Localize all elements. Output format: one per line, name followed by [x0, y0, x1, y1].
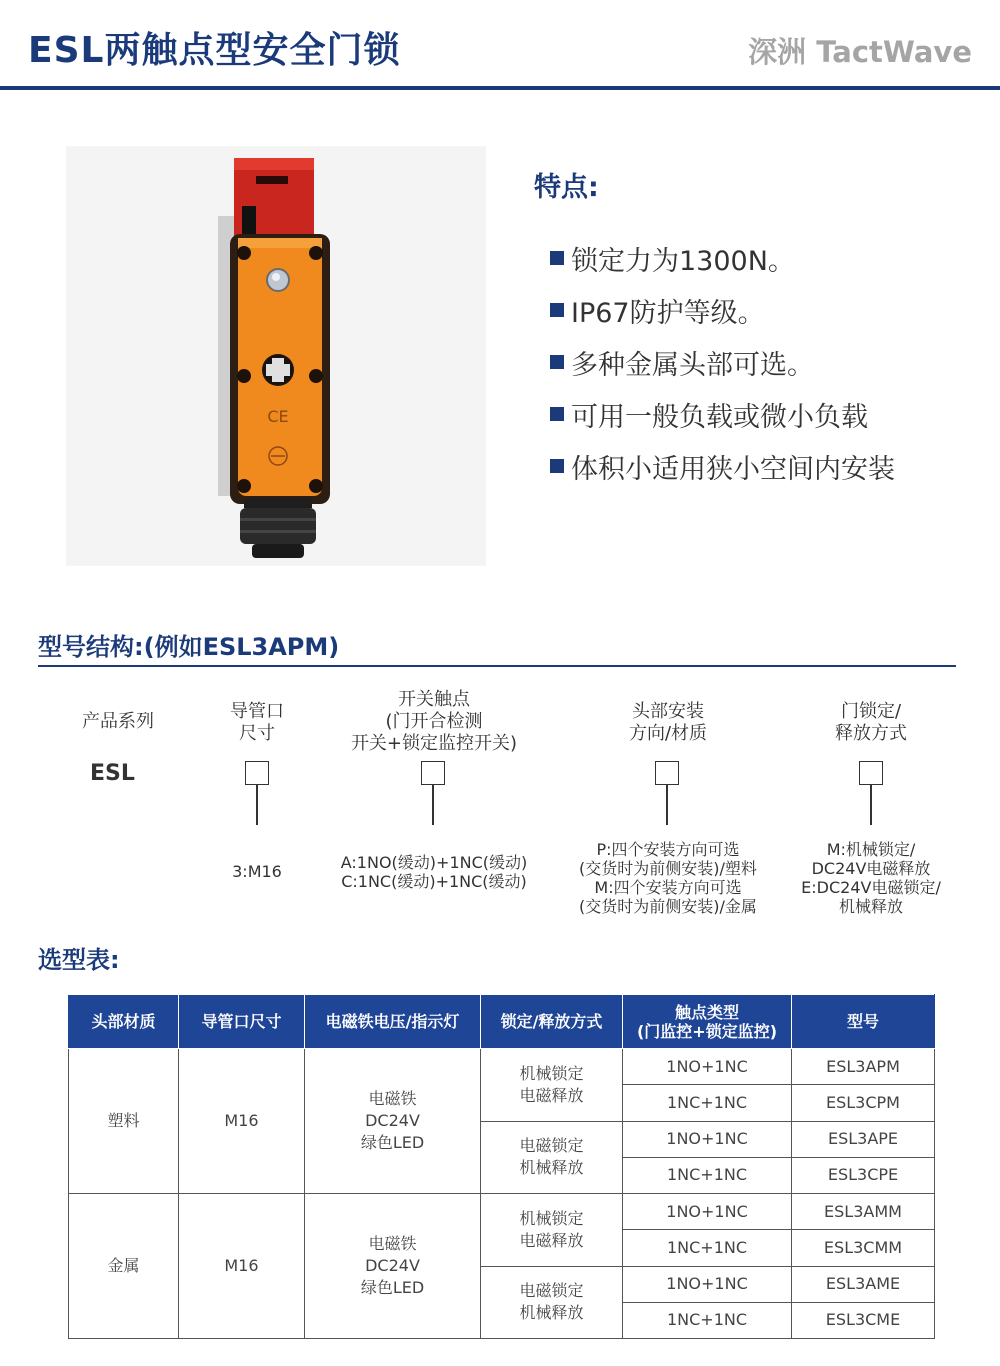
- square-bullet-icon: [550, 303, 564, 317]
- lock-release-options: [786, 840, 956, 916]
- cell-line: 电磁释放: [519, 1085, 584, 1105]
- contact-cell: 1NC+1NC: [623, 1085, 792, 1121]
- feature-item: [550, 232, 895, 284]
- model-cell: ESL3CPM: [792, 1085, 935, 1121]
- lock-mode-cell: [481, 1194, 623, 1267]
- features-list: [550, 232, 895, 492]
- cell-line: 机械释放: [519, 1158, 584, 1178]
- series-label: 产品系列: [82, 711, 154, 732]
- lock-mode-cell: [481, 1121, 623, 1194]
- conduit-size-options: [177, 862, 337, 881]
- contact-cell: 1NC+1NC: [623, 1157, 792, 1193]
- feature-item: [550, 284, 895, 336]
- page-title: ESL两触点型安全门锁: [28, 30, 401, 71]
- heading-line: 尺寸: [239, 723, 275, 744]
- material-cell: 金属: [69, 1194, 179, 1339]
- contact-cell: 1NO+1NC: [623, 1266, 792, 1302]
- contact-cell: 1NO+1NC: [623, 1194, 792, 1230]
- code-box: [655, 761, 679, 785]
- cell-line: 电磁铁: [368, 1234, 417, 1253]
- lock-mode-cell: [481, 1049, 623, 1122]
- model-cell: ESL3APM: [792, 1049, 935, 1085]
- safety-door-lock-illustration: [66, 146, 486, 566]
- model-cell: ESL3APE: [792, 1121, 935, 1157]
- heading-line: 释放方式: [835, 723, 907, 744]
- cell-line: 绿色LED: [360, 1133, 425, 1152]
- square-bullet-icon: [550, 355, 564, 369]
- contact-cell: 1NC+1NC: [623, 1302, 792, 1338]
- contact-cell: 1NO+1NC: [623, 1121, 792, 1157]
- cell-line: DC24V: [365, 1256, 420, 1275]
- cell-line: 电磁锁定: [519, 1136, 584, 1156]
- contact-cell: 1NO+1NC: [623, 1049, 792, 1085]
- model-cell: ESL3AMM: [792, 1194, 935, 1230]
- model-cell: ESL3CMM: [792, 1230, 935, 1266]
- option-line: (交货时为前侧安装)/塑料: [579, 859, 757, 878]
- connector-line: [432, 785, 434, 825]
- option-line: E:DC24V电磁锁定/: [801, 878, 941, 897]
- connector-line: [870, 785, 872, 825]
- model-cell: ESL3CME: [792, 1302, 935, 1338]
- cell-line: 机械释放: [519, 1303, 584, 1323]
- option-line: M:四个安装方向可选: [594, 878, 742, 897]
- option-line: 机械释放: [838, 897, 903, 916]
- heading-line: 开关+锁定监控开关): [350, 733, 518, 754]
- brand-name: 深洲 TactWave: [748, 35, 972, 69]
- lock-release-heading: [801, 701, 941, 745]
- series-code: ESL: [90, 761, 135, 786]
- cell-line: 机械锁定: [519, 1063, 584, 1083]
- square-bullet-icon: [550, 251, 564, 265]
- svg-text:CE: CE: [267, 407, 289, 426]
- model-cell: ESL3CPE: [792, 1157, 935, 1193]
- cell-line: 电磁释放: [519, 1230, 584, 1250]
- heading-line: 门锁定/: [840, 701, 902, 722]
- contact-cell: 1NC+1NC: [623, 1230, 792, 1266]
- code-box: [859, 761, 883, 785]
- voltage-cell: [305, 1194, 481, 1339]
- header-line: 触点类型: [674, 1002, 739, 1022]
- option-line: C:1NC(缓动)+1NC(缓动): [341, 872, 527, 891]
- header-divider: [0, 86, 1000, 90]
- square-bullet-icon: [550, 407, 564, 421]
- voltage-cell: [305, 1049, 481, 1194]
- square-bullet-icon: [550, 459, 564, 473]
- option-line: DC24V电磁释放: [811, 859, 931, 878]
- header-voltage: 电磁铁电压/指示灯: [305, 995, 481, 1049]
- cell-line: 电磁铁: [368, 1089, 417, 1108]
- heading-line: 导管口: [230, 701, 284, 722]
- material-cell: 塑料: [69, 1049, 179, 1194]
- structure-divider: [38, 665, 956, 667]
- conduit-size-cell: M16: [179, 1049, 305, 1194]
- contact-heading: [314, 689, 554, 755]
- heading-line: 开关触点: [398, 689, 470, 710]
- lock-mode-cell: [481, 1266, 623, 1339]
- code-box: [245, 761, 269, 785]
- option-line: A:1NO(缓动)+1NC(缓动): [340, 853, 528, 872]
- option-line: (交货时为前侧安装)/金属: [579, 897, 757, 916]
- contact-options: [314, 853, 554, 891]
- table-row: [69, 1049, 935, 1085]
- table-row: [69, 1194, 935, 1230]
- feature-text: IP67防护等级。: [571, 297, 765, 329]
- features-title: 特点:: [534, 172, 599, 203]
- selection-table: [68, 994, 935, 1339]
- header-lock-mode: 锁定/释放方式: [481, 995, 623, 1049]
- selection-table-title: 选型表:: [38, 946, 120, 974]
- cell-line: 机械锁定: [519, 1208, 584, 1228]
- header-model: 型号: [792, 995, 935, 1049]
- feature-text: 体积小适用狭小空间内安装: [571, 453, 895, 485]
- head-direction-heading: [588, 701, 748, 745]
- cell-line: DC24V: [365, 1111, 420, 1130]
- feature-text: 多种金属头部可选。: [571, 349, 814, 381]
- feature-text: 可用一般负载或微小负载: [571, 401, 868, 433]
- header-contact-type: [623, 995, 792, 1049]
- heading-line: 头部安装: [632, 701, 704, 722]
- option-line: M:机械锁定/: [826, 840, 916, 859]
- cell-line: 绿色LED: [360, 1278, 425, 1297]
- model-cell: ESL3AME: [792, 1266, 935, 1302]
- header-line: (门监控+锁定监控): [636, 1021, 778, 1041]
- option-line: P:四个安装方向可选: [596, 840, 740, 859]
- option-line: 3:M16: [232, 862, 282, 881]
- connector-line: [256, 785, 258, 825]
- product-photo: [66, 146, 486, 566]
- cell-line: 电磁锁定: [519, 1281, 584, 1301]
- feature-item: [550, 336, 895, 388]
- head-direction-options: [558, 840, 778, 916]
- table-header-row: [69, 995, 935, 1049]
- code-box: [421, 761, 445, 785]
- header-conduit-size: 导管口尺寸: [179, 995, 305, 1049]
- heading-line: 方向/材质: [628, 723, 708, 744]
- heading-line: (门开合检测: [385, 711, 483, 732]
- feature-item: [550, 388, 895, 440]
- conduit-size-heading: [197, 701, 317, 745]
- connector-line: [666, 785, 668, 825]
- feature-item: [550, 440, 895, 492]
- conduit-size-cell: M16: [179, 1194, 305, 1339]
- feature-text: 锁定力为1300N。: [571, 245, 795, 277]
- header-material: 头部材质: [69, 995, 179, 1049]
- structure-title: 型号结构:(例如ESL3APM): [38, 633, 340, 661]
